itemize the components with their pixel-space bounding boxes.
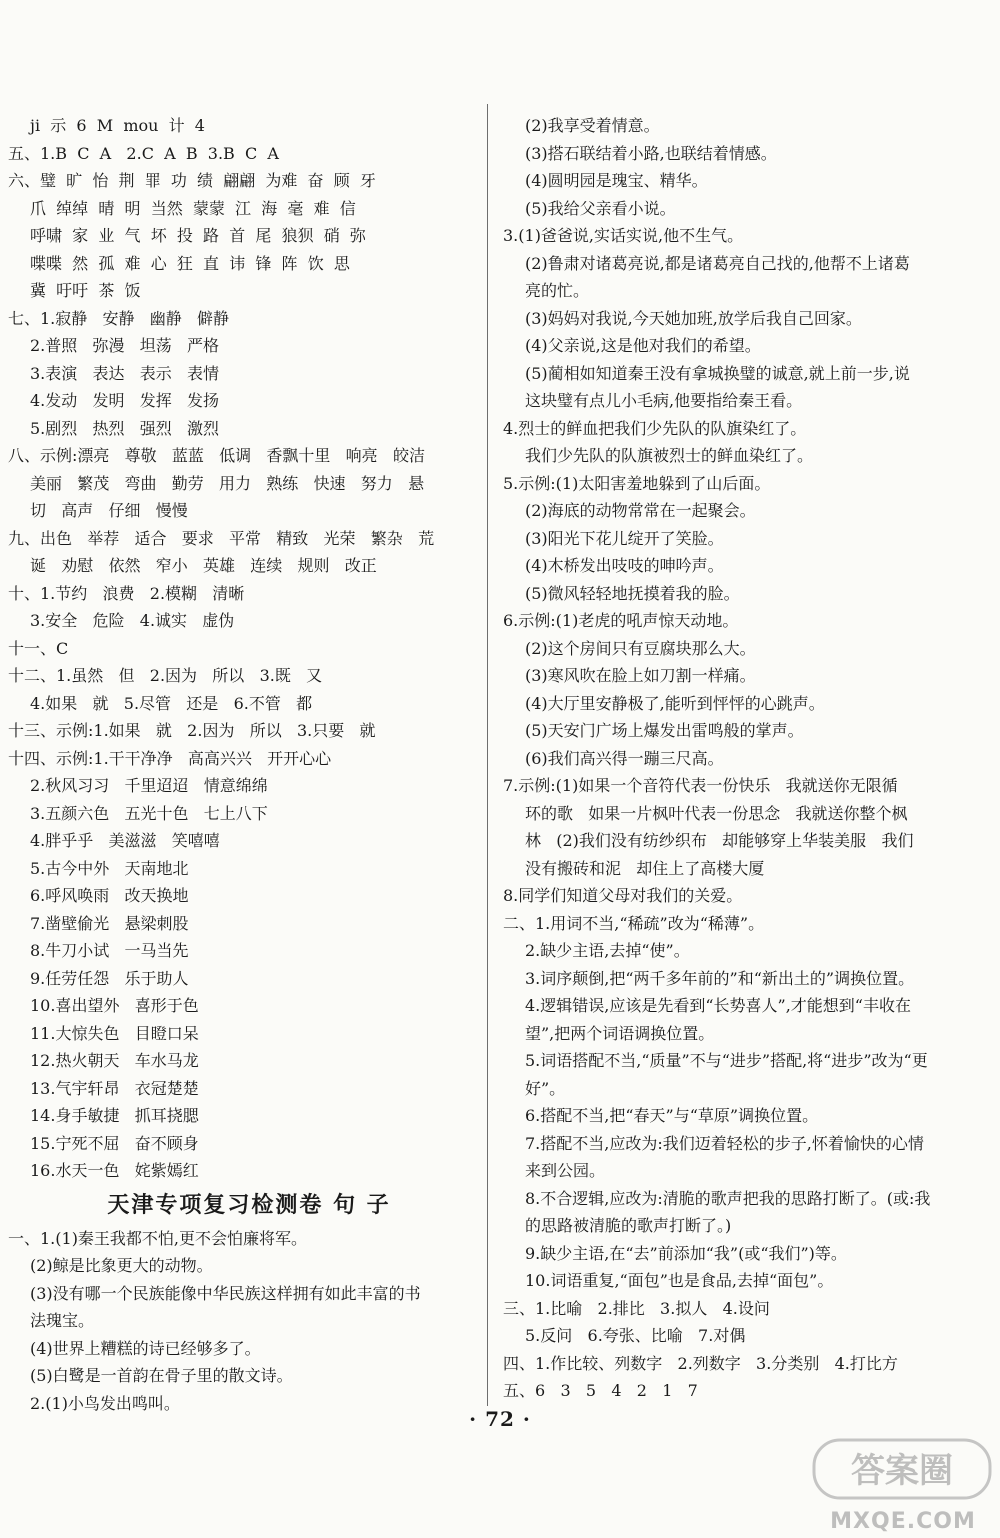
answer-line: 3.词序颠倒,把“两千多年前的”和“新出土的”调换位置。 <box>525 968 915 988</box>
answer-line: (4)世界上糟糕的诗已经够多了。 <box>30 1338 261 1358</box>
answer-line: (5)天安门广场上爆发出雷鸣般的掌声。 <box>525 721 804 740</box>
answer-line: 10.词语重复,“面包”也是食品,去掉“面包”。 <box>525 1271 834 1290</box>
answer-line: (4)父亲说,这是他对我们的希望。 <box>525 336 761 355</box>
answer-line: 12.热火朝天 车水马龙 <box>30 1051 199 1070</box>
answer-line: (2)我享受着情意。 <box>525 116 660 135</box>
answer-line: (6)我们高兴得一蹦三尺高。 <box>525 748 724 768</box>
answer-line: 法瑰宝。 <box>30 1311 95 1330</box>
answer-line: 5.示例:(1)太阳害羞地躲到了山后面。 <box>503 473 771 493</box>
answer-line: 2.秋风习习 千里迢迢 情意绵绵 <box>30 776 268 795</box>
answer-line: (2)鲁肃对诸葛亮说,都是诸葛亮自己找的,他帮不上诸葛 <box>525 253 910 273</box>
answer-line: 没有搬砖和泥 却住上了高楼大厦 <box>525 858 765 878</box>
answer-line: (3)妈妈对我说,今天她加班,放学后我自己回家。 <box>525 308 862 328</box>
answer-line: 呼啸 家 业 气 坏 投 路 首 尾 狼狈 硝 弥 <box>30 226 366 245</box>
answer-line: 9.任劳任怨 乐于助人 <box>30 968 189 988</box>
answer-line: (5)我给父亲看小说。 <box>525 198 676 218</box>
answer-line: 3.五颜六色 五光十色 七上八下 <box>30 803 268 823</box>
answer-line: 环的歌 如果一片枫叶代表一份思念 我就送你整个枫 <box>525 803 908 823</box>
answer-line: 15.宁死不屈 奋不顾身 <box>30 1133 199 1153</box>
answer-line: 3.安全 危险 4.诚实 虚伪 <box>30 611 235 630</box>
answer-line: 三、1.比喻 2.排比 3.拟人 4.设问 <box>503 1298 770 1318</box>
answer-line: 4.发动 发明 发挥 发扬 <box>30 391 220 410</box>
answer-line: 一、1.(1)秦王我都不怕,更不会怕廉将军。 <box>8 1228 308 1248</box>
column-divider <box>487 104 488 1406</box>
answer-line: (2)这个房间只有豆腐块那么大。 <box>525 638 756 658</box>
answer-line: 这块璧有点儿小毛病,他要指给秦王看。 <box>525 391 803 410</box>
answer-line: 13.气宇轩昂 衣冠楚楚 <box>30 1078 199 1098</box>
answer-line: 美丽 繁茂 弯曲 勤劳 用力 熟练 快速 努力 悬 <box>30 473 425 493</box>
answer-line: (3)寒风吹在脸上如刀割一样痛。 <box>525 666 756 685</box>
answer-line: 九、出色 举荐 适合 要求 平常 精致 光荣 繁杂 荒 <box>8 528 435 548</box>
answer-line: 我们少先队的队旗被烈士的鲜血染红了。 <box>525 446 814 465</box>
answer-line: 6.呼风唤雨 改天换地 <box>30 886 189 905</box>
answer-line: 4.逻辑错误,应该是先看到“长势喜人”,才能想到“丰收在 <box>525 996 911 1015</box>
answer-line: (4)木桥发出吱吱的呻吟声。 <box>525 556 724 575</box>
answer-line: 四、1.作比较、列数字 2.列数字 3.分类别 4.打比方 <box>503 1353 898 1373</box>
answer-line: 冀 吁吁 茶 饭 <box>30 281 141 300</box>
answer-line: 五、6 3 5 4 2 1 7 <box>503 1381 698 1400</box>
answer-line: 望”,把两个词语调换位置。 <box>525 1023 715 1043</box>
answer-line: 十二、1.虽然 但 2.因为 所以 3.既 又 <box>8 666 323 685</box>
answer-line: 5.反问 6.夸张、比喻 7.对偶 <box>525 1326 746 1345</box>
answer-line: 3.(1)爸爸说,实话实说,他不生气。 <box>503 226 744 245</box>
answer-line: 3.表演 表达 表示 表情 <box>30 363 220 383</box>
page-number: · 72 · <box>469 1407 531 1431</box>
answer-line: 五、1.B C A 2.C A B 3.B C A <box>8 143 279 163</box>
left-answer-lines-after <box>8 1225 470 1418</box>
watermark-logo <box>808 1432 998 1536</box>
answer-line: (5)蔺相如知道秦王没有拿城换璧的诚意,就上前一步,说 <box>525 363 910 383</box>
answer-line: 7.搭配不当,应改为:我们迈着轻松的步子,怀着愉快的心情 <box>525 1133 924 1153</box>
answer-line: 亮的忙。 <box>525 281 590 300</box>
answer-line: (3)搭石联结着小路,也联结着情感。 <box>525 143 777 163</box>
section-title: 天津专项复习检测卷 句 子 <box>107 1191 391 1218</box>
answer-line: 5.古今中外 天南地北 <box>30 858 189 878</box>
answer-line: 7.示例:(1)如果一个音符代表一份快乐 我就送你无限循 <box>503 776 898 795</box>
right-column <box>503 112 949 1405</box>
answer-line: (2)海底的动物常常在一起聚会。 <box>525 501 756 520</box>
answer-line: 诞 劝慰 依然 窄小 英雄 连续 规则 改正 <box>30 556 377 575</box>
answer-line: 2.普照 弥漫 坦荡 严格 <box>30 336 220 355</box>
answer-line: (4)圆明园是瑰宝、精华。 <box>525 171 708 190</box>
answer-line: 4.烈士的鲜血把我们少先队的队旗染红了。 <box>503 418 807 438</box>
answer-line: 8.牛刀小试 一马当先 <box>30 941 189 960</box>
answer-line: 6.搭配不当,把“春天”与“草原”调换位置。 <box>525 1106 819 1125</box>
answer-line: 6.示例:(1)老虎的吼声惊天动地。 <box>503 611 739 630</box>
answer-line: 好”。 <box>525 1078 566 1098</box>
answer-line: 十、1.节约 浪费 2.模糊 清晰 <box>8 583 245 603</box>
answer-line: 爪 绰绰 晴 明 当然 蒙蒙 江 海 毫 难 信 <box>30 198 356 218</box>
watermark-text: 答案圈 <box>851 1451 953 1491</box>
answer-line: 林 (2)我们没有纺纱织布 却能够穿上华装美服 我们 <box>525 831 914 850</box>
answer-line: 7.凿壁偷光 悬梁刺股 <box>30 913 189 933</box>
answer-line: 5.剧烈 热烈 强烈 激烈 <box>30 418 220 438</box>
answer-line: 10.喜出望外 喜形于色 <box>30 996 199 1015</box>
answer-line: 11.大惊失色 目瞪口呆 <box>30 1023 199 1043</box>
answer-line: 七、1.寂静 安静 幽静 僻静 <box>8 308 230 328</box>
answer-line: 4.如果 就 5.尽管 还是 6.不管 都 <box>30 693 313 713</box>
answer-line: 十一、C <box>8 638 69 658</box>
answer-line: (5)白鹭是一首韵在骨子里的散文诗。 <box>30 1366 293 1385</box>
answer-line: (3)没有哪一个民族能像中华民族这样拥有如此丰富的书 <box>30 1283 421 1303</box>
answer-line: 十四、示例:1.干干净净 高高兴兴 开开心心 <box>8 748 332 768</box>
right-answer-lines <box>503 112 949 1405</box>
answer-line: 16.水天一色 姹紫嫣红 <box>30 1161 199 1180</box>
left-answer-lines <box>8 112 470 1185</box>
answer-line: (2)鲸是比象更大的动物。 <box>30 1256 213 1275</box>
answer-line: 来到公园。 <box>525 1161 606 1180</box>
answer-line: 2.(1)小鸟发出鸣叫。 <box>30 1393 180 1413</box>
answer-line: 9.缺少主语,在“去”前添加“我”(或“我们”)等。 <box>525 1243 847 1263</box>
answer-line: ji 示 6 M mou 计 4 <box>30 116 205 135</box>
answer-line: 的思路被清脆的歌声打断了。) <box>525 1216 732 1235</box>
answer-line: (4)大厅里安静极了,能听到怦怦的心跳声。 <box>525 693 825 713</box>
answer-line: 二、1.用词不当,“稀疏”改为“稀薄”。 <box>503 913 765 933</box>
answer-line: 十三、示例:1.如果 就 2.因为 所以 3.只要 就 <box>8 721 376 740</box>
answer-line: (5)微风轻轻地抚摸着我的脸。 <box>525 583 740 603</box>
answer-line: 8.不合逻辑,应改为:清脆的歌声把我的思路打断了。(或:我 <box>525 1188 931 1208</box>
answer-line: 切 高声 仔细 慢慢 <box>30 501 188 520</box>
answer-line: 六、璧 旷 怡 荆 罪 功 绩 翩翩 为难 奋 顾 牙 <box>8 171 376 190</box>
watermark-url: MXQE.COM <box>830 1509 976 1534</box>
answer-line: 八、示例:漂亮 尊敬 蓝蓝 低调 香飘十里 响亮 皎洁 <box>8 446 425 465</box>
answer-line: 喋喋 然 孤 难 心 狂 直 讳 锋 阵 饮 思 <box>30 253 350 273</box>
answer-line: 14.身手敏捷 抓耳挠腮 <box>30 1106 199 1125</box>
answer-line: 5.词语搭配不当,“质量”不与“进步”搭配,将“进步”改为“更 <box>525 1051 928 1070</box>
answer-line: 2.缺少主语,去掉“使”。 <box>525 941 690 960</box>
answer-line: 4.胖乎乎 美滋滋 笑嘻嘻 <box>30 831 220 850</box>
answer-line: (3)阳光下花儿绽开了笑脸。 <box>525 528 724 548</box>
answer-line: 8.同学们知道父母对我们的关爱。 <box>503 886 743 905</box>
left-column <box>8 112 470 1417</box>
